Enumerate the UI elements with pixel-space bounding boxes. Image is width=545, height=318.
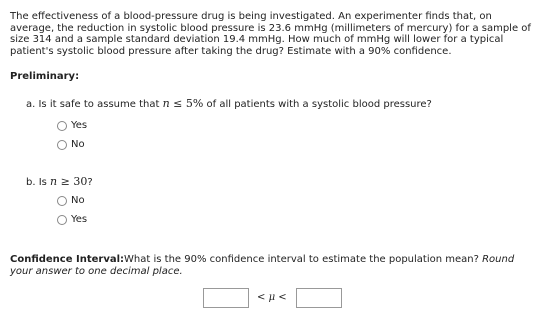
less-than-sign: < — [257, 292, 269, 303]
question-b-var: n — [50, 175, 58, 188]
option-label: Yes — [71, 214, 88, 225]
preliminary-heading: Preliminary: — [10, 71, 80, 82]
question-b-relation: ≥ 30 — [57, 175, 88, 188]
question-b-suffix: ? — [87, 177, 93, 188]
question-a-var: n — [162, 97, 170, 110]
question-a-option-no[interactable] — [57, 139, 85, 150]
less-than-sign: < — [275, 292, 287, 303]
question-b-option-yes[interactable] — [57, 214, 87, 225]
radio-button[interactable] — [57, 215, 67, 225]
radio-button[interactable] — [57, 121, 67, 131]
interval-inequality — [257, 292, 287, 303]
question-a — [26, 97, 432, 110]
question-b — [26, 175, 93, 188]
option-label: Yes — [71, 120, 88, 131]
question-b-prefix: b. Is — [26, 177, 51, 188]
confidence-interval-question — [10, 254, 530, 277]
ci-text: What is the 90% confidence interval to estimate the population mean? — [124, 254, 483, 265]
problem-statement: The effectiveness of a blood-pressure drug is being investigated. An experimenter finds that, on average, the reduction in systolic blood pressure is 23.6 mmHg (millimeters of mercury) for a sample of size 314 and a sample standard deviation 19.4 mmHg. How much of mmHg will lower for a typical patient's systolic blood pressure after taking the drug? Estimate with a 90% confidence. — [10, 11, 531, 57]
option-label: No — [71, 195, 85, 206]
radio-button[interactable] — [57, 196, 67, 206]
radio-button[interactable] — [57, 140, 67, 150]
question-b-option-no[interactable] — [57, 195, 85, 206]
question-a-relation: ≤ 5% — [169, 97, 204, 110]
mu-symbol: μ — [268, 292, 276, 303]
ci-label: Confidence Interval: — [10, 254, 125, 265]
upper-bound-input[interactable] — [296, 288, 342, 308]
option-label: No — [71, 139, 85, 150]
question-a-option-yes[interactable] — [57, 120, 87, 131]
lower-bound-input[interactable] — [203, 288, 249, 308]
question-a-prefix: a. Is it safe to assume that — [26, 99, 163, 110]
question-a-suffix: of all patients with a systolic blood pressure? — [203, 99, 432, 110]
ci-instruction: Round your answer to one decimal place. — [10, 254, 515, 277]
